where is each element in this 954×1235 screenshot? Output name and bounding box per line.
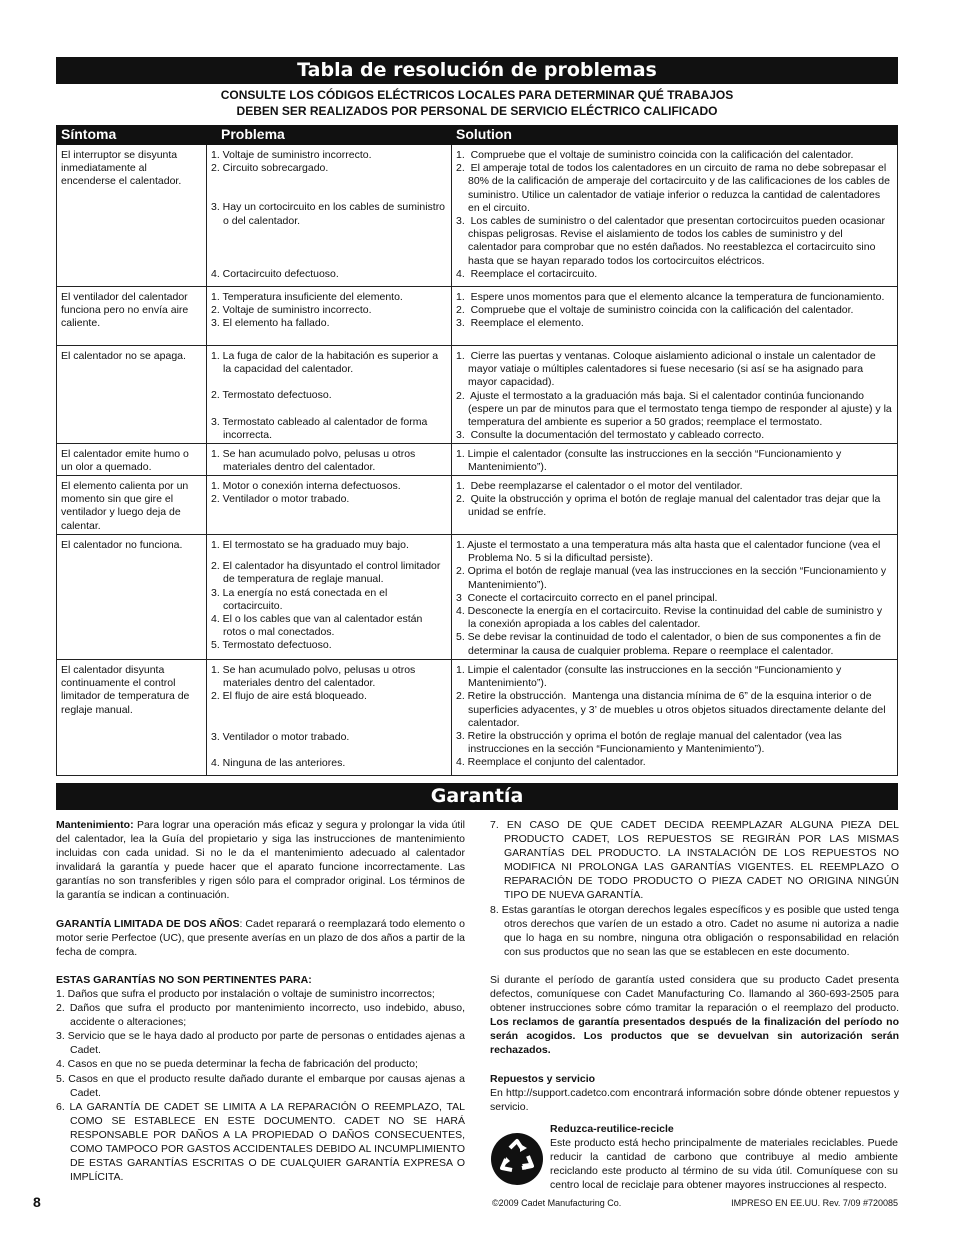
problem-item: 2. Ventilador o motor trabado. (211, 493, 350, 506)
print-info: IMPRESO EN EE.UU. Rev. 7/09 #720085 (731, 1198, 898, 1208)
limited-warranty-text: : Cadet reparará o reemplazará todo elemento o motor serie Perfectoe (UC), que presente averías en un plazo de dos años a partir de la fecha de compra. (56, 917, 466, 958)
solution-item: 2. Quite la obstrucción y oprima el botón de reglaje manual del calentador tras dejar que la unidad se enfríe. (456, 493, 884, 519)
exclusions-label: ESTAS GARANTÍAS NO SON PERTINENTES PARA: (56, 973, 312, 986)
symptom-cell: El calentador no funciona. (61, 539, 183, 551)
problem-item: 2. El calentador ha disyuntado el control limitador de temperatura de reglaje manual. (211, 560, 444, 586)
troubleshooting-table (56, 145, 898, 776)
recycle-notice (550, 1122, 898, 1192)
table-row (57, 145, 897, 286)
problem-cell (206, 535, 451, 659)
warranty-items (490, 818, 899, 959)
solution-item: 1. Limpie el calentador (consulte las instrucciones en la sección “Funcionamiento y Mantenimiento”). (456, 448, 845, 474)
problem-item: 1. La fuga de calor de la habitación es superior a la capacidad del calentador. (211, 350, 441, 376)
electrical-code-notice (56, 87, 898, 119)
solution-item: 1. Compruebe que el voltaje de suministro coincida con la calificación del calentador. (456, 149, 854, 161)
exclusion-item: 3. Servicio que se le haya dado al producto por parte de personas o entidades ajenas a Cadet. (56, 1030, 465, 1057)
solution-item: 1. Debe reemplazarse el calentador o el motor del ventilador. (456, 480, 743, 492)
symptom-cell: El interruptor se disyunta inmediatamente al encenderse el calentador. (61, 149, 182, 188)
problem-item: 1. Se han acumulado polvo, pelusas u otros materiales dentro del calentador. (211, 448, 419, 474)
parts-label: Repuestos y servicio (490, 1072, 596, 1085)
solution-item: 2. Retire la obstrucción. Mantenga una distancia mínima de 6” de la esquina interior o de superficies adyacentes, y 3’ de muebles u otros objetos situados directamente delante del calentador. (456, 690, 889, 729)
solution-item: 2. Ajuste el termostato a la graduación más baja. Si el calentador continúa funcionando (espere un par de minutos para que el termostato tenga tiempo de responder al ajuste) y la temperatura del ambiente es superior a 50 grados; reemplace el termostato. (456, 389, 895, 429)
exclusion-item: 4. Casos en que no se pueda determinar la fecha de fabricación del producto; (56, 1058, 418, 1071)
maintenance-text: Para lograr una operación más eficaz y segura y prolongar la vida útil del calentador, lea la Guía del propietario y siga las instrucciones de mantenimiento incluidas con cada unidad. Si no le da el mantenimiento adecuado al calentador invalidará la garantía y puede hacer que el aparato funcione incorrectamente. Las garantías no son transferibles y rigen sólo para el comprador original. Los términos de la garantía se indican a continuación. (56, 819, 465, 902)
solution-item: 4. Desconecte la energía en el cortacircuito. Revise la continuidad del cable de suministro y la conexión apropiada a los cables del calentador. (456, 605, 885, 631)
solution-item: 1. Espere unos momentos para que el elemento alcance la temperatura de funcionamiento. (456, 291, 885, 303)
exclusion-item: 6. LA GARANTÍA DE CADET SE LIMITA A LA REPARACIÓN O REEMPLAZO, TAL COMO SE ESTABLECE EN ESTE DOCUMENTO. CADET NO SE HARÁ RESPONSABLE POR DAÑOS A LA PROPIEDAD O DAÑOS CONSECUENTES, COMO TAMPOCO POR GASTOS ACCIDENTALES DEBIDO AL INCUMPLIMIENTO DE ESTAS GARANTÍAS ESCRITAS O DE CUALQUIER GARANTÍA EXPRESA O IMPLÍCITA. (56, 1100, 465, 1184)
solution-item: 1. Cierre las puertas y ventanas. Coloque aislamiento adicional o instale un calentador de mayor vatiaje o múltiples calentadores si fuese necesario (si así se ha asignado para mayor capacidad). (456, 350, 879, 389)
problem-item: 4. El o los cables que van al calentador están rotos o mal conectados. (211, 613, 426, 639)
solution-cell (451, 535, 897, 659)
problem-item: 3. Termostato cableado al calentador de forma incorrecta. (211, 415, 431, 441)
symptom-cell: El calentador disyunta continuamente el control limitador de temperatura de reglaje manual. (61, 664, 190, 716)
problem-item: 2. Circuito sobrecargado. (211, 162, 329, 175)
warranty-title: Garantía (56, 783, 898, 810)
problem-cell (206, 287, 451, 345)
problem-cell (206, 476, 451, 534)
solution-item: 1. Limpie el calentador (consulte las instrucciones en la sección “Funcionamiento y Mantenimiento”). (456, 664, 845, 690)
warranty-left-column (56, 818, 465, 1184)
solution-item: 4. Reemplace el cortacircuito. (456, 267, 598, 280)
solution-cell (451, 660, 897, 775)
notice-line-2: DEBEN SER REALIZADOS POR PERSONAL DE SERVICIO ELÉCTRICO CALIFICADO (236, 104, 718, 118)
problem-item: 1. Motor o conexión interna defectuosos. (211, 480, 401, 492)
table-row (57, 534, 897, 659)
symptom-cell: El elemento calienta por un momento sin que gire el ventilador y luego deja de calentar. (61, 480, 189, 532)
solution-item: 3 Conecte el cortacircuito correcto en el panel principal. (456, 591, 718, 604)
limited-warranty-label: GARANTÍA LIMITADA DE DOS AÑOS (56, 917, 240, 930)
exclusion-item: 1. Daños que sufra el producto por instalación o voltaje de suministro incorrectos; (56, 987, 435, 1000)
solution-item: 3. Retire la obstrucción y oprima el botón de reglaje manual del calentador (vea las instrucciones en la sección “Funcionamiento y Mantenimiento”). (456, 730, 845, 756)
problem-item: 2. El flujo de aire está bloqueado. (211, 690, 367, 703)
maintenance-label: Mantenimiento: (56, 819, 134, 831)
defect-text: Si durante el período de garantía usted considera que su producto Cadet presenta defectos, comuníquese con Cadet Manufacturing Co. llamando al 360-693-2505 para obtener instrucciones sobre cómo tramitar la reparación o el reemplazo del producto. (490, 973, 899, 1015)
solution-item: 1. Ajuste el termostato a una temperatura más alta hasta que el calentador funcione (vea el Problema No. 5 si la dificultad persiste). (456, 539, 884, 565)
solution-cell (451, 476, 897, 534)
problem-item: 1. Se han acumulado polvo, pelusas u otros materiales dentro del calentador. (211, 664, 419, 690)
problem-item: 4. Ninguna de las anteriores. (211, 756, 346, 769)
recycle-text: Este producto está hecho principalmente de materiales reciclables. Puede reducir la cantidad de carbono que contribuye al medio ambiente reciclando este producto al término de su vida útil. Comuníquese con su centro local de reciclaje para obtener mayores instrucciones al respecto. (550, 1137, 898, 1191)
table-row (57, 345, 897, 443)
problem-cell (206, 145, 451, 286)
page-number: 8 (33, 1194, 41, 1210)
exclusion-item: 2. Daños que sufra el producto por mantenimiento incorrecto, uso indebido, abuso, accidente o alteraciones; (56, 1002, 465, 1029)
recycle-icon (490, 1132, 544, 1186)
limited-warranty-paragraph (56, 917, 465, 959)
solution-item: 3. Consulte la documentación del termostato y cableado correcto. (456, 429, 765, 442)
problem-item: 1. Temperatura insuficiente del elemento. (211, 291, 403, 303)
problem-item: 4. Cortacircuito defectuoso. (211, 267, 339, 280)
warranty-item: 7. EN CASO DE QUE CADET DECIDA REEMPLAZAR ALGUNA PIEZA DEL PRODUCTO CADET, LOS REPUESTOS SE REGIRÁN POR LAS MISMAS GARANTÍAS DEL PRODUCTO. LA INSTALACIÓN DE LOS REPUESTOS NO MODIFICA NI PROLONGA LAS GARANTÍAS VIGENTES. EL REEMPLAZO O REPARACIÓN DE TODO PRODUCTO O PIEZA CADET NO ORIGINA NINGÚN TIPO DE NUEVA GARANTÍA. (490, 819, 899, 902)
problem-item: 3. Hay un cortocircuito en los cables de suministro o del calentador. (211, 201, 448, 227)
problem-item: 2. Termostato defectuoso. (211, 389, 332, 402)
problem-item: 1. El termostato se ha graduado muy bajo. (211, 539, 409, 551)
solution-item: 2. Oprima el botón de reglaje manual (vea las instrucciones en la sección “Funcionamiento y Mantenimiento”). (456, 565, 890, 591)
warranty-item: 8. Estas garantías le otorgan derechos legales específicos y es posible que usted tenga otros derechos que varíen de un estado a otro. Cadet no asume ni autoriza a nadie que lo haga en su nombre, ninguna otra obligación o responsabilidad en relación con sus productos que no sean las que se establecen en este documento. (490, 903, 899, 958)
symptom-cell: El ventilador del calentador funciona pero no envía aire caliente. (61, 291, 189, 330)
symptom-cell: El calentador emite humo o un olor a quemado. (61, 448, 189, 474)
recycle-label: Reduzca-reutilice-recicle (550, 1123, 674, 1135)
solution-cell (451, 287, 897, 345)
solution-item: 3. Los cables de suministro o del calentador que presentan cortocircuitos pueden ocasionar chispas peligrosas. Revise el aislamiento de todos los cables de suministro y del calentador para comprobar que no estén dañados. No reestablezca el cortacircuito sino hasta que se hayan reparado todos los cortocircuitos eléctricos. (456, 215, 888, 267)
notice-line-1: CONSULTE LOS CÓDIGOS ELÉCTRICOS LOCALES PARA DETERMINAR QUÉ TRABAJOS (220, 88, 734, 102)
table-row (57, 659, 897, 775)
exclusions-list (56, 987, 465, 1184)
solution-item: 5. Se debe revisar la continuidad de todo el calentador, o bien de sus componentes a fin de determinar la causa de cualquier problema. Repare o reemplace el calentador. (456, 631, 884, 657)
header-solution: Solution (456, 126, 512, 142)
solution-item: 2. Compruebe que el voltaje de suministro coincida con la calificación del calentador. (456, 304, 854, 317)
table-row (57, 286, 897, 345)
problem-item: 1. Voltaje de suministro incorrecto. (211, 149, 372, 161)
solution-item: 4. Reemplace el conjunto del calentador. (456, 756, 646, 769)
problem-item: 2. Voltaje de suministro incorrecto. (211, 304, 372, 317)
solution-item: 2. El amperaje total de todos los calentadores en un circuito de rama no debe sobrepasar el 80% de la calificación de amperaje del cortacircuito y de las calificaciones de los cables de suministro. Utilice un calentador de vatiaje inferior o reduzca la cantidad de calentadores en el circuito. (456, 162, 893, 214)
solution-item: 3. Reemplace el elemento. (456, 317, 584, 330)
defect-bold-text: Los reclamos de garantía presentados después de la finalización del período no serán acogidos. Los productos que se devuelvan sin autorización serán rechazados. (490, 1016, 899, 1057)
problem-cell (206, 444, 451, 475)
header-problem: Problema (221, 126, 285, 142)
problem-item: 3. La energía no está conectada en el cortacircuito. (211, 586, 391, 612)
defect-paragraph (490, 973, 899, 1058)
problem-item: 3. El elemento ha fallado. (211, 317, 330, 330)
problem-item: 3. Ventilador o motor trabado. (211, 730, 350, 743)
solution-cell (451, 346, 897, 443)
problem-cell (206, 346, 451, 443)
solution-cell (451, 145, 897, 286)
maintenance-paragraph (56, 818, 465, 903)
symptom-cell: El calentador no se apaga. (61, 350, 186, 362)
table-row (57, 475, 897, 534)
header-symptom: Síntoma (61, 126, 117, 142)
solution-cell (451, 444, 897, 475)
warranty-right-column (490, 818, 899, 1114)
copyright: ©2009 Cadet Manufacturing Co. (492, 1198, 622, 1208)
exclusion-item: 5. Casos en que el producto resulte dañado durante el embarque por causas ajenas a Cadet. (56, 1072, 465, 1099)
parts-text: En http://support.cadetco.com encontrará información sobre dónde obtener repuestos y servicio. (490, 1086, 899, 1113)
troubleshooting-title: Tabla de resolución de problemas (56, 57, 898, 84)
table-row (57, 443, 897, 475)
table-header (56, 125, 898, 145)
problem-item: 5. Termostato defectuoso. (211, 639, 332, 652)
problem-cell (206, 660, 451, 775)
